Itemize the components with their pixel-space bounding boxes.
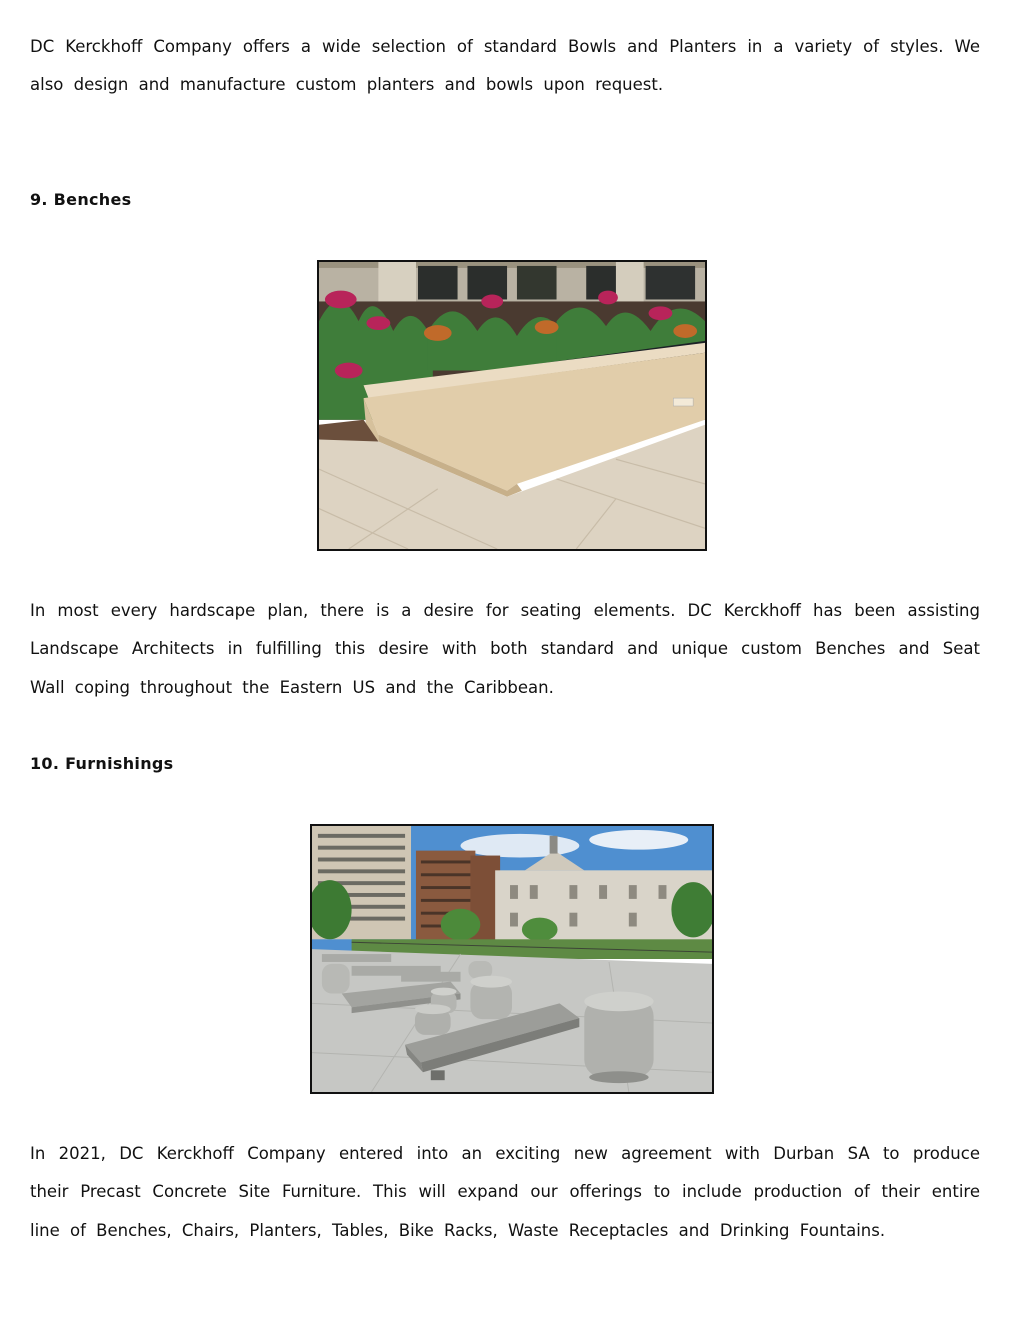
furnishings-paragraph: In 2021, DC Kerckhoff Company entered into an exciting new agreement with Durban SA to produce their Precast Concrete Site Furniture. This will expand our offerings to include production of their entire line of Benches, Chairs, Planters, Tables, Bike Racks, Waste Receptacles and Drinking Fountains. — [30, 1144, 980, 1240]
section-heading-benches: 9. Benches — [30, 190, 132, 209]
intro-paragraph: DC Kerckhoff Company offers a wide selection of standard Bowls and Planters in a variety of styles. We also design and manufacture custom planters and bowls upon request. — [30, 37, 980, 95]
furnishings-photo — [310, 824, 714, 1094]
benches-paragraph: In most every hardscape plan, there is a desire for seating elements. DC Kerckhoff has been assisting Landscape Architects in fulfilling this desire with both standard and unique custom Benches and Seat Wall coping throughout the Eastern US and the Caribbean. — [30, 601, 980, 697]
benches-photo — [317, 260, 707, 551]
section-heading-furnishings: 10. Furnishings — [30, 754, 174, 773]
